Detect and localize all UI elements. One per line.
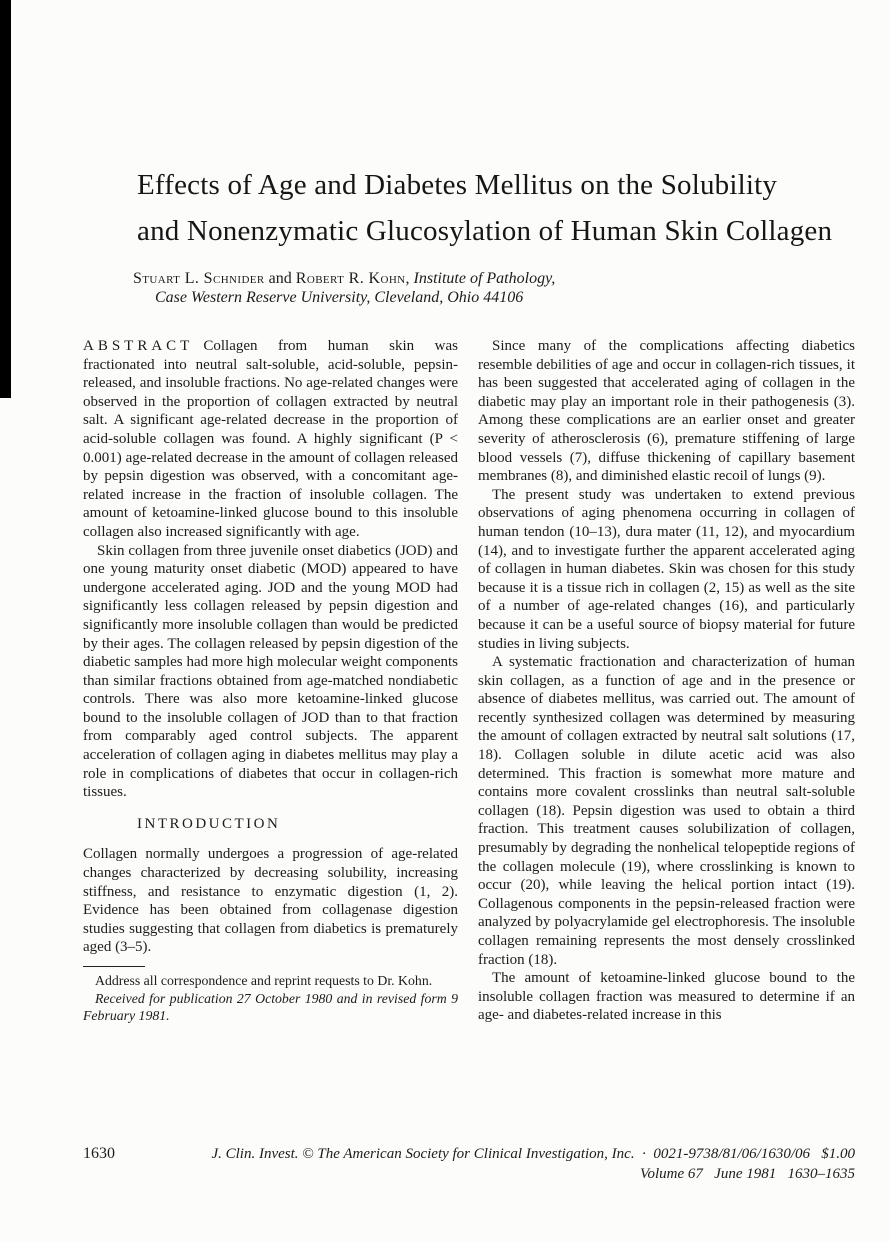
body-paragraph-2: The present study was undertaken to extend previous observations of aging phenomena occurring in collagen of human tendon (10–13), dura mater (11, 12), and myocardium (14), and to investigate further the apparent accelerated aging of collagen in human diabetes. Skin was chosen for this study because it is a tissue rich in collagen (2, 15) as well as the site of a number of age-related changes (16), and particularly because it can be a useful source of biopsy material for future studies in living subjects. — [478, 486, 855, 652]
abstract-paragraph-1-text: Collagen from human skin was fractionated into neutral salt-soluble, acid-soluble, pepsin-released, and insoluble fractions. No age-related changes were observed in the proportion of collagen extracted by neutral salt. A significant age-related decrease in the proportion of acid-soluble collagen was found. A highly significant (P < 0.001) age-related decrease in the amount of collagen released by pepsin digestion was observed, with a concomitant age-related increase in the fraction of insoluble collagen. The amount of ketoamine-linked glucose bound to this insoluble collagen also increased significantly with age. — [83, 338, 458, 540]
journal-citation: J. Clin. Invest. © The American Society for Clinical Investigation, Inc. · 0021-9738/81/06/1630/06 $1.00 — [211, 1146, 855, 1162]
introduction-paragraph-1: Collagen normally undergoes a progression of age-related changes characterized by decreasing solubility, increasing stiffness, and resistance to enzymatic digestion (1, 2). Evidence has been obtained from collagenase digestion studies suggesting that collagen from diabetics is prematurely aged (3–5). — [83, 846, 458, 956]
abstract-paragraph-2: Skin collagen from three juvenile onset diabetics (JOD) and one young maturity onset diabetic (MOD) appeared to have undergone accelerated aging. JOD and the young MOD had significantly less collagen released by pepsin digestion and significantly more insoluble collagen than would be predicted by their ages. The collagen released by pepsin digestion of the diabetic samples had more high molecular weight components than similar fractions obtained from age-matched nondiabetic controls. There was also more ketoamine-linked glucose bound to the insoluble collagen of JOD than to that fraction from comparably aged control subjects. The apparent acceleration of collagen aging in diabetes mellitus may play a role in complications of diabetes that occur in collagen-rich tissues. — [83, 542, 458, 801]
body-paragraph-1: Since many of the complications affecting diabetics resemble debilities of age and occur in collagen-rich tissues, it has been suggested that accelerated aging of collagen in the diabetic may play an important role in their pathogenesis (3). Among these complications are an earlier onset and greater severity of atherosclerosis (6), premature stiffening of large blood vessels (7), diffuse thickening of capillary basement membranes (8), and diminished elastic recoil of lungs (9). — [478, 338, 855, 485]
author-name-1: Stuart L. Schnider — [133, 270, 265, 287]
page-footer — [83, 1144, 855, 1184]
author-affiliation-block — [133, 270, 773, 307]
author-line — [133, 270, 773, 289]
author-name-2: Robert R. Kohn — [295, 270, 406, 287]
footnote-received: Received for publication 27 October 1980 and in revised form 9 February 1981. — [83, 990, 458, 1024]
left-column — [83, 337, 458, 1025]
footnote-divider — [83, 966, 145, 967]
article-title-line2: and Nonenzymatic Glucosylation of Human Skin Collagen — [137, 215, 833, 247]
affiliation-line1: Institute of Pathology, — [413, 270, 556, 287]
article-title — [137, 162, 862, 254]
introduction-heading: INTRODUCTION — [137, 815, 281, 832]
abstract-paragraph-1 — [83, 337, 458, 542]
body-paragraph-4: The amount of ketoamine-linked glucose bound to the insoluble collagen fraction was measured to determine if an age- and diabetes-related increase in this — [478, 970, 855, 1024]
abstract-label: ABSTRACT — [83, 338, 194, 354]
right-column — [478, 337, 855, 1025]
body-paragraph-3: A systematic fractionation and characterization of human skin collagen, as a function of age and in the presence or absence of diabetes mellitus, was carried out. The amount of recently synthesized collagen was determined by measuring the amount of collagen extracted by neutral salt solutions (17, 18). Collagen soluble in dilute acetic acid was also determined. This fraction is somewhat more mature and contains more covalent crosslinks than neutral salt-soluble collagen (18). Pepsin digestion was used to obtain a third fraction. This treatment causes solubilization of collagen, presumably by degrading the nonhelical telopeptide regions of the collagen molecule (19), where crosslinking is known to occur (20), while leaving the helical portion intact (19). Collagenous components in the pepsin-released fraction were analyzed by polyacrylamide gel electrophoresis. The insoluble collagen remaining represents the most densely crosslinked fraction (18). — [478, 654, 855, 968]
correspondence-footnote — [83, 966, 458, 1025]
footnote-address: Address all correspondence and reprint requests to Dr. Kohn. — [95, 973, 433, 988]
author-separator: , — [405, 270, 414, 287]
article-title-line1: Effects of Age and Diabetes Mellitus on the Solubility — [137, 169, 778, 201]
author-conjunction: and — [264, 270, 296, 287]
page-number: 1630 — [83, 1145, 115, 1162]
affiliation-line2: Case Western Reserve University, Cleveland, Ohio 44106 — [155, 288, 524, 306]
volume-line: Volume 67 June 1981 1630–1635 — [640, 1165, 855, 1182]
footer-row-1 — [83, 1144, 855, 1165]
scan-edge-artifact — [0, 0, 11, 398]
